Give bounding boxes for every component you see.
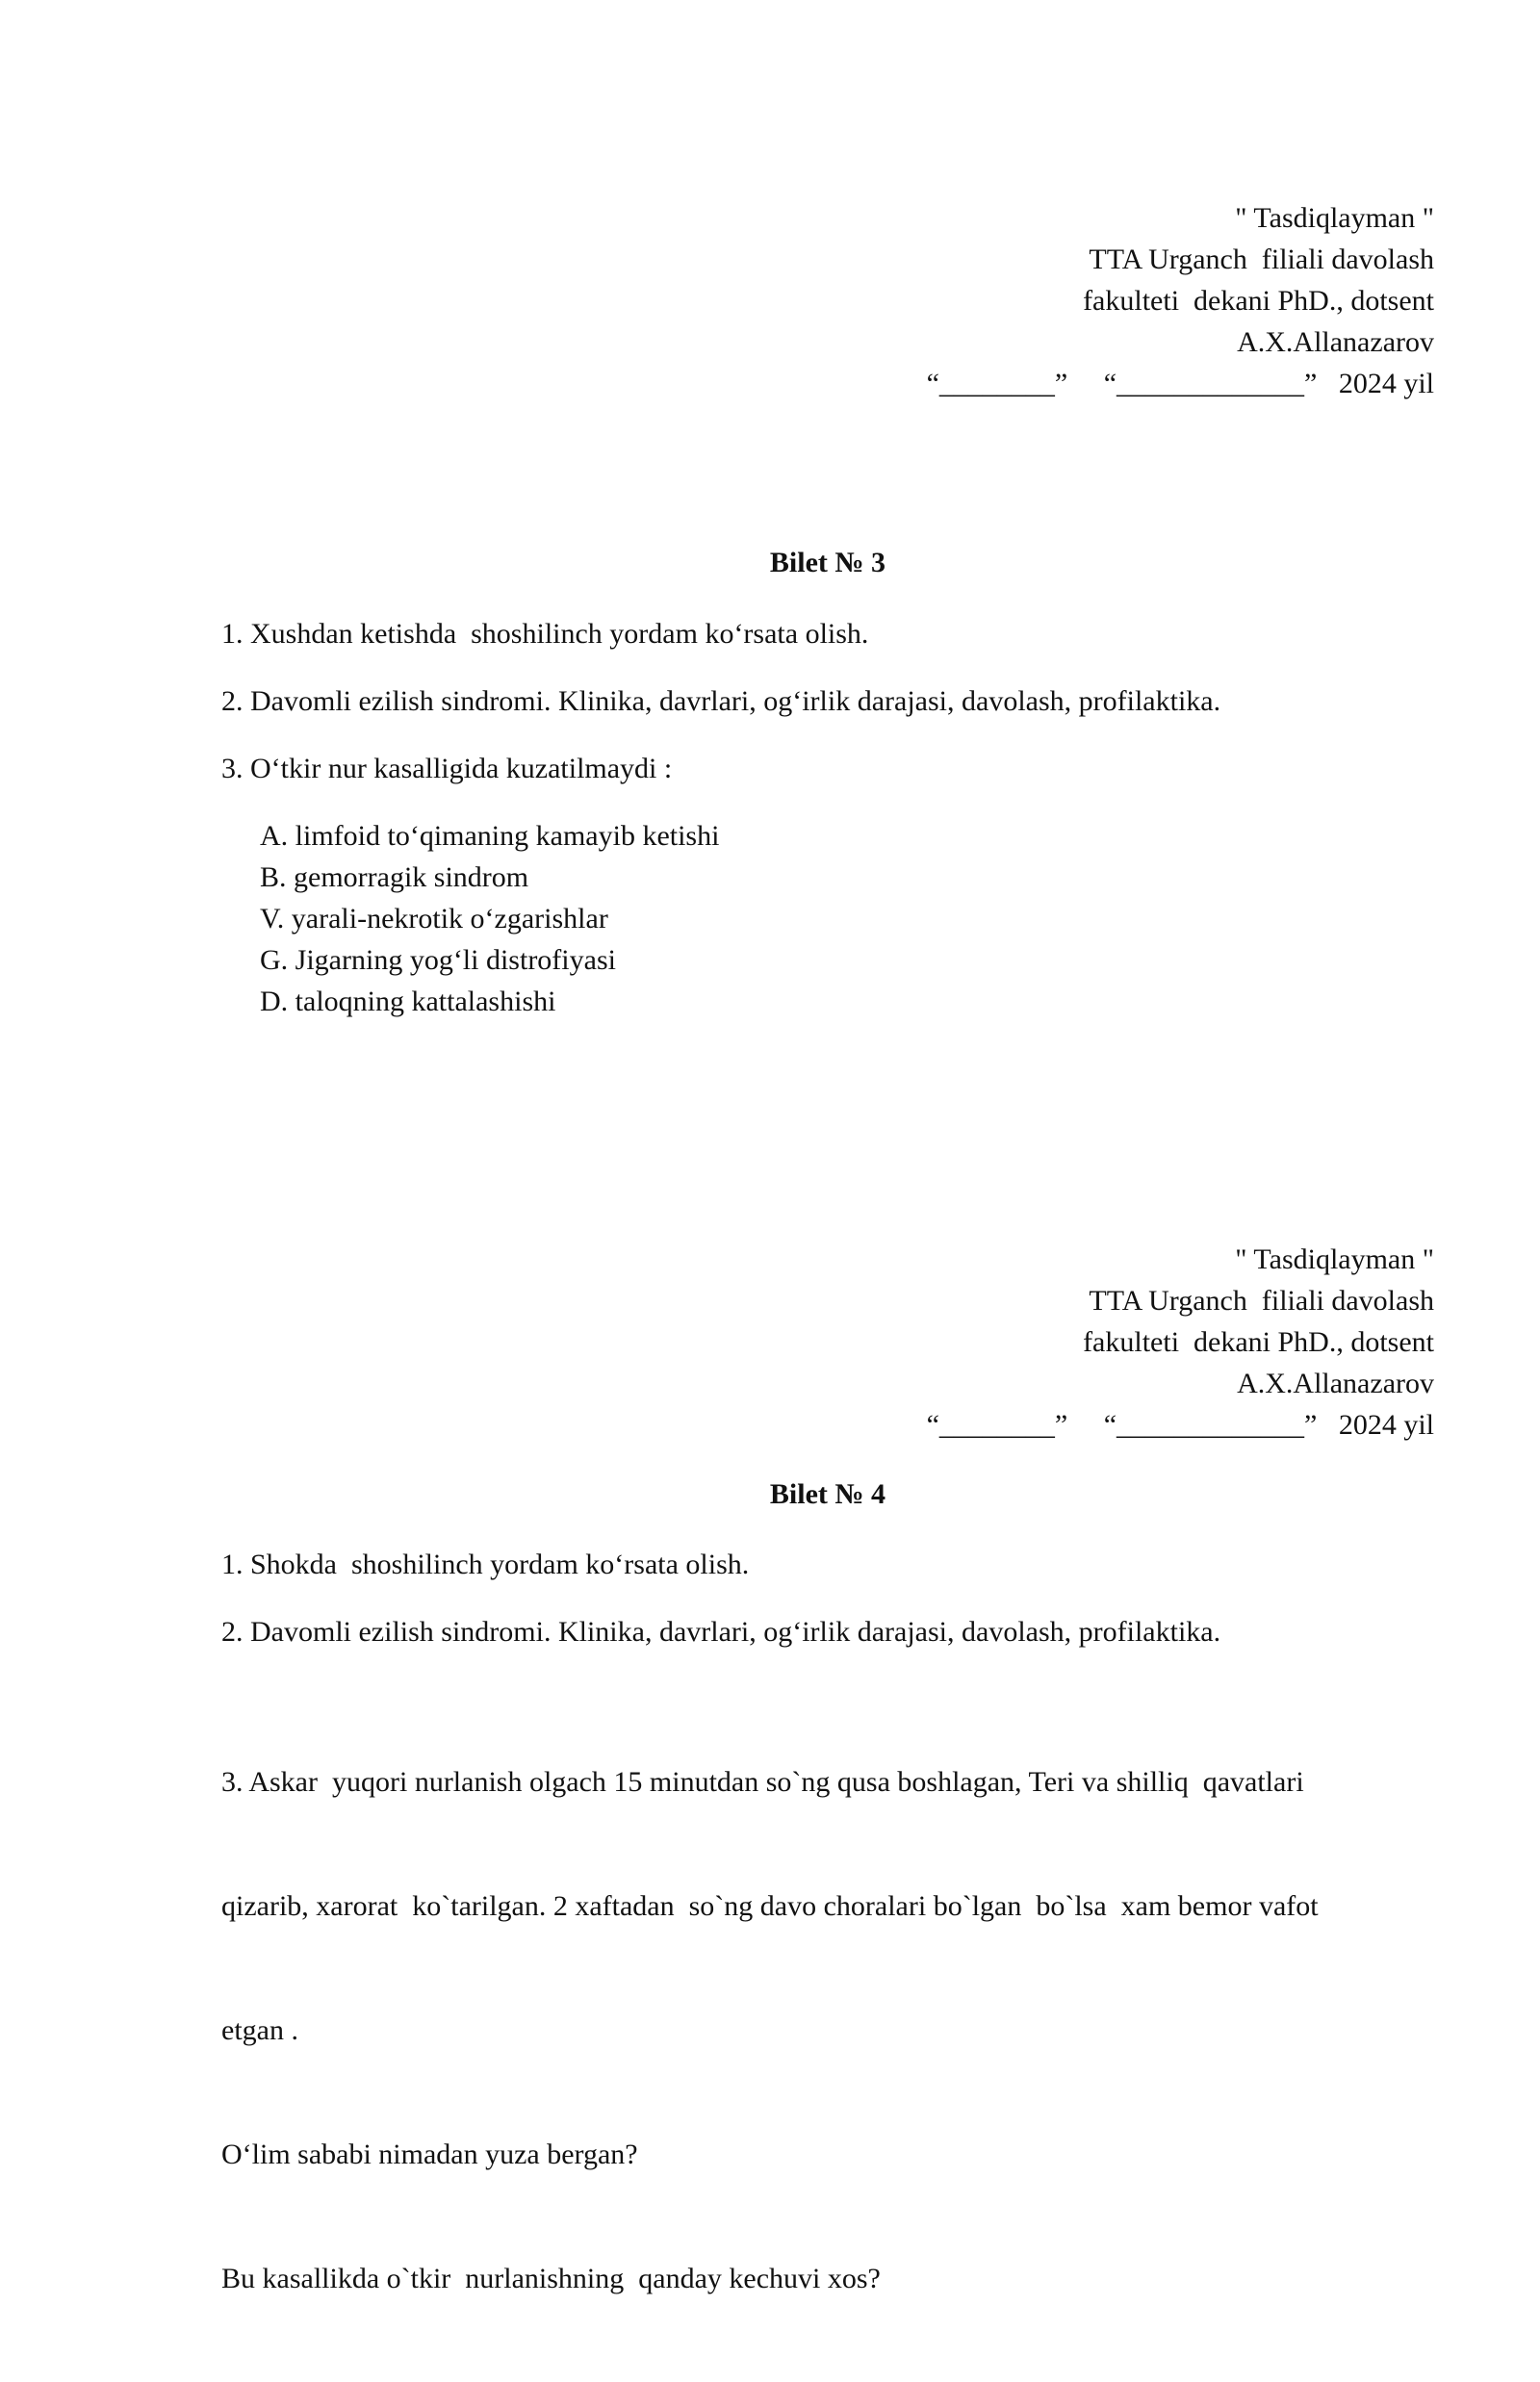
option-b: B. gemorragik sindrom xyxy=(260,861,529,893)
option-d: D. taloqning kattalashishi xyxy=(260,986,556,1017)
approval-block xyxy=(741,197,1434,404)
question-3-subquestion-2: Bu kasallikda o`tkir nurlanishning qanday kechuvi xos? xyxy=(221,2263,881,2294)
approval-heading: " Tasdiqlayman " xyxy=(1235,202,1434,234)
ticket-questions xyxy=(221,613,1434,1022)
approval-organization: TTA Urganch filiali davolash xyxy=(1089,243,1434,275)
approval-signatory: A.X.Allanazarov xyxy=(1237,1368,1434,1399)
option-g: G. Jigarning yog‘li distrofiyasi xyxy=(260,944,616,976)
ticket-title: Bilet № 3 xyxy=(769,547,886,578)
question-3-subquestion-1: O‘lim sababi nimadan yuza bergan? xyxy=(221,2139,638,2170)
ticket-questions xyxy=(221,1544,1434,2382)
option-v: V. yarali-nekrotik o‘zgarishlar xyxy=(260,903,608,935)
question-2: 2. Davomli ezilish sindromi. Klinika, davrlari, og‘irlik darajasi, davolash, profilaktika. xyxy=(221,685,1221,717)
question-2: 2. Davomli ezilish sindromi. Klinika, davrlari, og‘irlik darajasi, davolash, profilaktika. xyxy=(221,1616,1221,1648)
approval-signatory: A.X.Allanazarov xyxy=(1237,326,1434,358)
approval-date-line: “________” “_____________” 2024 yil xyxy=(926,368,1434,399)
question-3-line-3: etgan . xyxy=(221,2014,298,2046)
question-3 xyxy=(221,1678,1434,2382)
question-1: 1. Shokda shoshilinch yordam ko‘rsata olish. xyxy=(221,1549,750,1580)
option-a: A. limfoid to‘qimaning kamayib ketishi xyxy=(260,820,720,852)
approval-position: fakulteti dekani PhD., dotsent xyxy=(1083,285,1434,317)
approval-heading: " Tasdiqlayman " xyxy=(1235,1243,1434,1275)
approval-position: fakulteti dekani PhD., dotsent xyxy=(1083,1326,1434,1358)
approval-block xyxy=(741,1239,1434,1446)
question-3-line-2: qizarib, xarorat ko`tarilgan. 2 xaftadan so`ng davo choralari bo`lgan bo`lsa xam bemor vafot xyxy=(221,1890,1319,1922)
question-1: 1. Xushdan ketishda shoshilinch yordam ko‘rsata olish. xyxy=(221,618,869,650)
approval-date-line: “________” “_____________” 2024 yil xyxy=(926,1409,1434,1441)
question-3-line-1: 3. Askar yuqori nurlanish olgach 15 minutdan so`ng qusa boshlagan, Teri va shilliq qavatlari xyxy=(221,1766,1304,1798)
answer-options xyxy=(221,815,1434,1022)
question-3: 3. O‘tkir nur kasalligida kuzatilmaydi : xyxy=(221,753,673,784)
ticket-title: Bilet № 4 xyxy=(769,1478,886,1510)
approval-organization: TTA Urganch filiali davolash xyxy=(1089,1285,1434,1317)
